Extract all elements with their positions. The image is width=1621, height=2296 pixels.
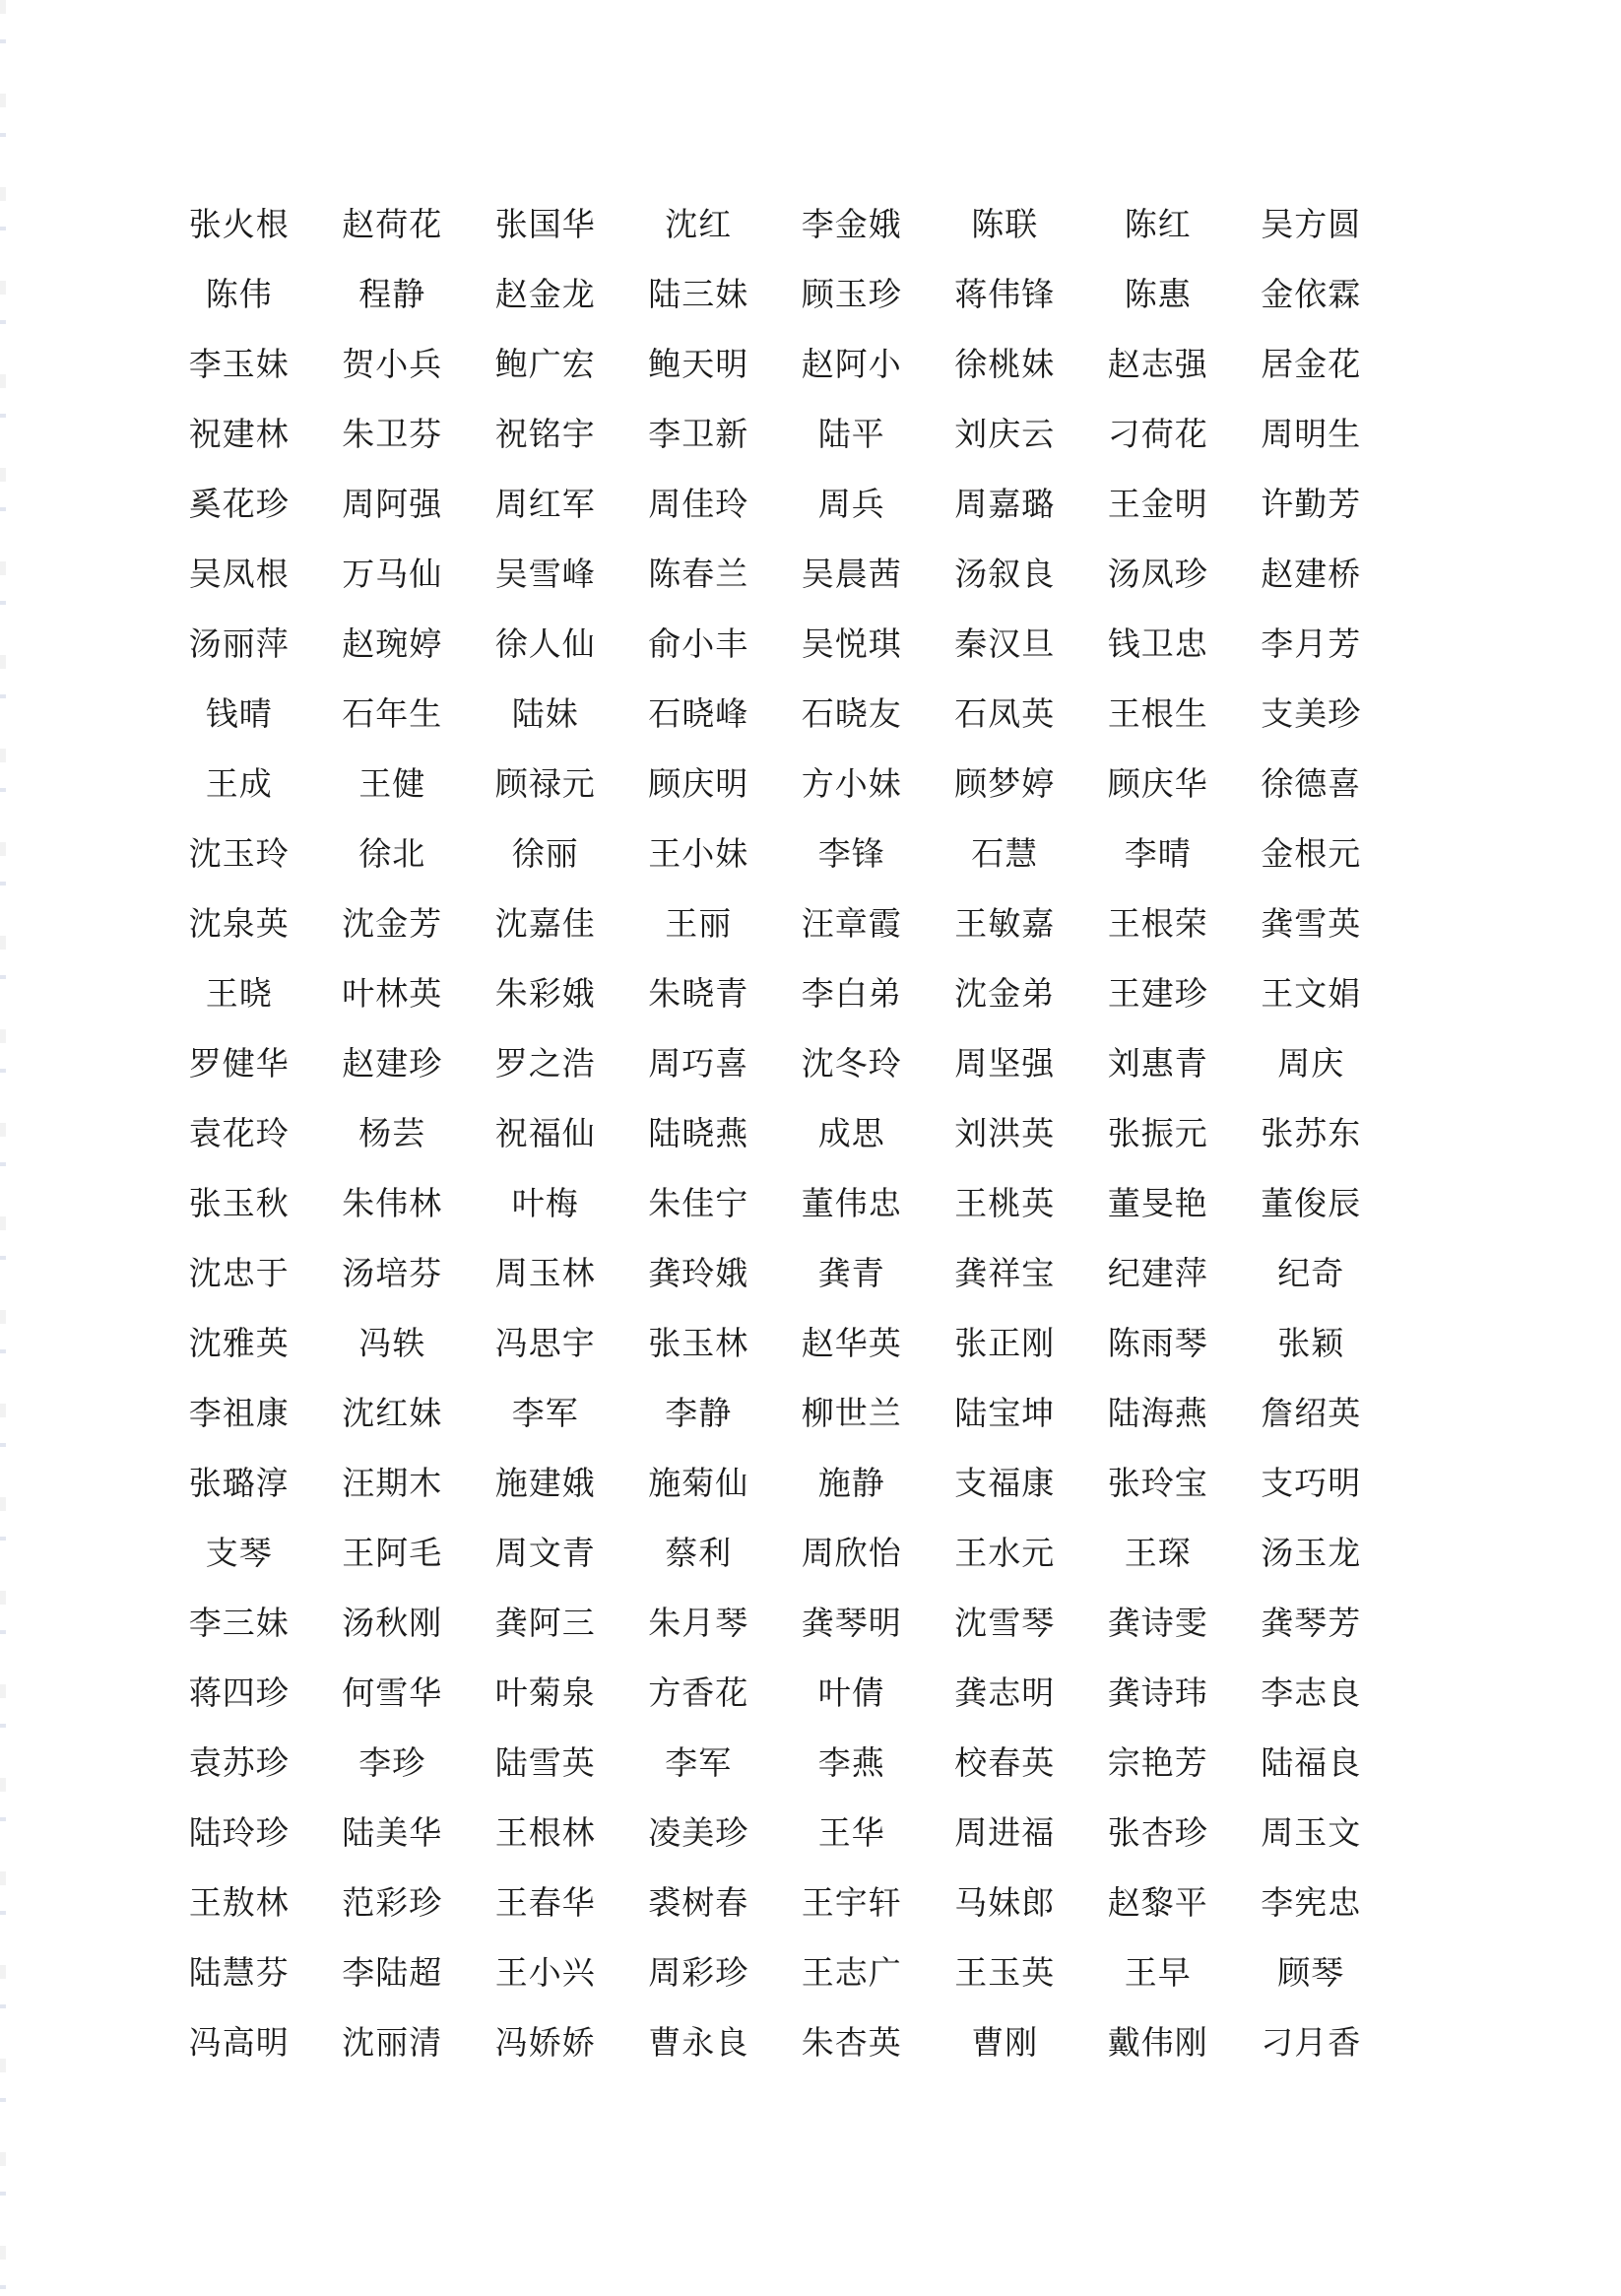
name-row	[162, 888, 1388, 958]
name-cell: 李白弟	[801, 973, 902, 1013]
name-cell: 张国华	[494, 204, 596, 243]
name-cell: 王文娟	[1261, 973, 1362, 1013]
name-cell: 赵荷花	[342, 204, 443, 243]
name-cell: 徐桃妹	[954, 344, 1056, 383]
name-cell: 朱卫芬	[342, 414, 443, 453]
name-cell: 顾禄元	[494, 763, 596, 803]
name-cell: 周嘉璐	[954, 484, 1056, 523]
name-cell: 周文青	[494, 1533, 596, 1572]
name-cell: 王小兴	[494, 1952, 596, 1992]
name-cell: 刘洪英	[954, 1113, 1056, 1152]
name-cell: 支巧明	[1261, 1463, 1362, 1502]
name-cell: 张杏珍	[1107, 1812, 1208, 1852]
name-cell: 陈雨琴	[1107, 1323, 1208, 1362]
name-row	[162, 749, 1388, 819]
name-cell: 方小妹	[801, 763, 902, 803]
name-cell: 李锋	[817, 833, 885, 873]
name-cell: 王晓	[205, 973, 273, 1013]
name-cell: 鲍广宏	[494, 344, 596, 383]
name-cell: 石晓峰	[648, 693, 749, 733]
name-cell: 居金花	[1261, 344, 1362, 383]
name-cell: 施建娥	[494, 1463, 596, 1502]
name-cell: 蔡利	[665, 1533, 733, 1572]
name-cell: 王水元	[954, 1533, 1056, 1572]
name-row	[162, 1308, 1388, 1378]
name-cell: 周彩珍	[648, 1952, 749, 1992]
name-cell: 赵黎平	[1107, 1882, 1208, 1922]
name-row	[162, 1518, 1388, 1588]
name-cell: 周兵	[817, 484, 885, 523]
name-cell: 钱晴	[205, 693, 273, 733]
name-cell: 汤叙良	[954, 554, 1056, 593]
name-cell: 纪奇	[1277, 1253, 1345, 1292]
name-row	[162, 1448, 1388, 1518]
name-cell: 龚志明	[954, 1673, 1056, 1712]
name-cell: 吴雪峰	[494, 554, 596, 593]
name-cell: 冯轶	[358, 1323, 426, 1362]
name-cell: 范彩珍	[342, 1882, 443, 1922]
name-cell: 赵琬婷	[342, 623, 443, 663]
name-cell: 陈春兰	[648, 554, 749, 593]
name-cell: 朱佳宁	[648, 1183, 749, 1222]
name-cell: 裘树春	[648, 1882, 749, 1922]
name-cell: 王志广	[801, 1952, 902, 1992]
name-cell: 石晓友	[801, 693, 902, 733]
name-cell: 李月芳	[1261, 623, 1362, 663]
name-cell: 蒋伟锋	[954, 274, 1056, 313]
name-cell: 吴凤根	[188, 554, 290, 593]
name-cell: 王成	[205, 763, 273, 803]
name-cell: 鲍天明	[648, 344, 749, 383]
name-cell: 龚青	[817, 1253, 885, 1292]
name-cell: 陆晓燕	[648, 1113, 749, 1152]
name-cell: 冯娇娇	[494, 2022, 596, 2062]
name-cell: 赵金龙	[494, 274, 596, 313]
name-cell: 王桃英	[954, 1183, 1056, 1222]
name-cell: 何雪华	[342, 1673, 443, 1712]
name-cell: 王根荣	[1107, 903, 1208, 943]
name-cell: 王早	[1124, 1952, 1192, 1992]
name-cell: 陈惠	[1124, 274, 1192, 313]
name-cell: 王根林	[494, 1812, 596, 1852]
name-row	[162, 1728, 1388, 1798]
name-cell: 罗之浩	[494, 1043, 596, 1082]
name-cell: 金根元	[1261, 833, 1362, 873]
name-cell: 马妹郎	[954, 1882, 1056, 1922]
name-cell: 陆平	[817, 414, 885, 453]
name-row	[162, 399, 1388, 469]
name-cell: 周玉林	[494, 1253, 596, 1292]
name-row	[162, 679, 1388, 749]
name-row	[162, 329, 1388, 399]
name-cell: 周红军	[494, 484, 596, 523]
name-cell: 吴方圆	[1261, 204, 1362, 243]
name-cell: 王阿毛	[342, 1533, 443, 1572]
name-cell: 李军	[511, 1393, 579, 1432]
name-cell: 陈红	[1124, 204, 1192, 243]
name-cell: 刁月香	[1261, 2022, 1362, 2062]
name-cell: 周进福	[954, 1812, 1056, 1852]
name-cell: 施菊仙	[648, 1463, 749, 1502]
name-cell: 许勤芳	[1261, 484, 1362, 523]
name-cell: 陆雪英	[494, 1742, 596, 1782]
name-cell: 袁花玲	[188, 1113, 290, 1152]
name-cell: 陆妹	[511, 693, 579, 733]
name-cell: 李玉妹	[188, 344, 290, 383]
name-cell: 王建珍	[1107, 973, 1208, 1013]
name-cell: 支福康	[954, 1463, 1056, 1502]
name-cell: 董旻艳	[1107, 1183, 1208, 1222]
name-cell: 陈联	[971, 204, 1039, 243]
name-cell: 李祖康	[188, 1393, 290, 1432]
name-cell: 沈金芳	[342, 903, 443, 943]
name-cell: 奚花珍	[188, 484, 290, 523]
name-cell: 沈玉玲	[188, 833, 290, 873]
name-row	[162, 1868, 1388, 1937]
name-cell: 汪期木	[342, 1463, 443, 1502]
name-row	[162, 1588, 1388, 1658]
name-cell: 周玉文	[1261, 1812, 1362, 1852]
name-cell: 冯思宇	[494, 1323, 596, 1362]
name-cell: 李晴	[1124, 833, 1192, 873]
name-cell: 李军	[665, 1742, 733, 1782]
name-cell: 祝铭宇	[494, 414, 596, 453]
name-cell: 叶菊泉	[494, 1673, 596, 1712]
name-cell: 朱伟林	[342, 1183, 443, 1222]
name-cell: 袁苏珍	[188, 1742, 290, 1782]
name-cell: 龚诗玮	[1107, 1673, 1208, 1712]
name-cell: 张振元	[1107, 1113, 1208, 1152]
name-cell: 张火根	[188, 204, 290, 243]
name-cell: 汤秋刚	[342, 1603, 443, 1642]
name-cell: 沈红妹	[342, 1393, 443, 1432]
name-row	[162, 1937, 1388, 2007]
name-cell: 王丽	[665, 903, 733, 943]
name-cell: 沈泉英	[188, 903, 290, 943]
name-cell: 周明生	[1261, 414, 1362, 453]
name-cell: 张苏东	[1261, 1113, 1362, 1152]
name-cell: 周庆	[1277, 1043, 1345, 1082]
name-cell: 赵志强	[1107, 344, 1208, 383]
name-cell: 张玲宝	[1107, 1463, 1208, 1502]
name-cell: 石年生	[342, 693, 443, 733]
name-cell: 龚诗雯	[1107, 1603, 1208, 1642]
name-cell: 徐北	[358, 833, 426, 873]
name-row	[162, 819, 1388, 888]
name-cell: 万马仙	[342, 554, 443, 593]
name-row	[162, 189, 1388, 259]
name-cell: 龚阿三	[494, 1603, 596, 1642]
name-cell: 冯高明	[188, 2022, 290, 2062]
name-row	[162, 1378, 1388, 1448]
name-cell: 叶林英	[342, 973, 443, 1013]
name-cell: 沈红	[665, 204, 733, 243]
name-cell: 汤丽萍	[188, 623, 290, 663]
name-cell: 支琴	[205, 1533, 273, 1572]
name-cell: 李三妹	[188, 1603, 290, 1642]
name-cell: 陆海燕	[1107, 1393, 1208, 1432]
name-row	[162, 1098, 1388, 1168]
name-cell: 王华	[817, 1812, 885, 1852]
name-cell: 罗健华	[188, 1043, 290, 1082]
name-cell: 俞小丰	[648, 623, 749, 663]
name-cell: 吴悦琪	[801, 623, 902, 663]
name-cell: 方香花	[648, 1673, 749, 1712]
name-cell: 李珍	[358, 1742, 426, 1782]
name-cell: 沈冬玲	[801, 1043, 902, 1082]
name-row	[162, 1658, 1388, 1728]
name-cell: 李陆超	[342, 1952, 443, 1992]
name-cell: 朱杏英	[801, 2022, 902, 2062]
name-cell: 王春华	[494, 1882, 596, 1922]
name-cell: 顾梦婷	[954, 763, 1056, 803]
name-cell: 王根生	[1107, 693, 1208, 733]
name-row	[162, 1798, 1388, 1868]
name-row	[162, 2007, 1388, 2077]
name-cell: 李宪忠	[1261, 1882, 1362, 1922]
name-row	[162, 609, 1388, 679]
name-row	[162, 1168, 1388, 1238]
name-cell: 石慧	[971, 833, 1039, 873]
name-cell: 陆宝坤	[954, 1393, 1056, 1432]
name-cell: 陆福良	[1261, 1742, 1362, 1782]
name-cell: 董俊辰	[1261, 1183, 1362, 1222]
name-cell: 戴伟刚	[1107, 2022, 1208, 2062]
name-list-table	[162, 189, 1388, 2077]
name-cell: 曹刚	[971, 2022, 1039, 2062]
name-cell: 朱月琴	[648, 1603, 749, 1642]
name-cell: 纪建萍	[1107, 1253, 1208, 1292]
name-cell: 杨芸	[358, 1113, 426, 1152]
name-cell: 金依霖	[1261, 274, 1362, 313]
name-cell: 徐丽	[511, 833, 579, 873]
name-cell: 张璐淳	[188, 1463, 290, 1502]
name-cell: 秦汉旦	[954, 623, 1056, 663]
name-cell: 李静	[665, 1393, 733, 1432]
name-cell: 王宇轩	[801, 1882, 902, 1922]
name-cell: 朱彩娥	[494, 973, 596, 1013]
name-cell: 徐德喜	[1261, 763, 1362, 803]
name-cell: 刘庆云	[954, 414, 1056, 453]
name-cell: 沈嘉佳	[494, 903, 596, 943]
name-row	[162, 469, 1388, 539]
name-cell: 龚雪英	[1261, 903, 1362, 943]
name-cell: 叶梅	[511, 1183, 579, 1222]
name-cell: 赵建桥	[1261, 554, 1362, 593]
name-cell: 陈伟	[205, 274, 273, 313]
name-cell: 詹绍英	[1261, 1393, 1362, 1432]
name-cell: 顾庆华	[1107, 763, 1208, 803]
name-cell: 柳世兰	[801, 1393, 902, 1432]
name-cell: 董伟忠	[801, 1183, 902, 1222]
name-cell: 顾庆明	[648, 763, 749, 803]
name-cell: 校春英	[954, 1742, 1056, 1782]
name-cell: 叶倩	[817, 1673, 885, 1712]
name-cell: 汤培芬	[342, 1253, 443, 1292]
name-cell: 汪章霞	[801, 903, 902, 943]
name-cell: 周阿强	[342, 484, 443, 523]
name-cell: 周巧喜	[648, 1043, 749, 1082]
name-cell: 李志良	[1261, 1673, 1362, 1712]
name-cell: 王玉英	[954, 1952, 1056, 1992]
name-cell: 朱晓青	[648, 973, 749, 1013]
scan-edge-artifact	[0, 0, 6, 2296]
name-cell: 周坚强	[954, 1043, 1056, 1082]
name-cell: 陆美华	[342, 1812, 443, 1852]
name-cell: 陆玲珍	[188, 1812, 290, 1852]
name-cell: 徐人仙	[494, 623, 596, 663]
name-cell: 蒋四珍	[188, 1673, 290, 1712]
name-cell: 汤凤珍	[1107, 554, 1208, 593]
name-row	[162, 1028, 1388, 1098]
name-cell: 龚玲娥	[648, 1253, 749, 1292]
name-cell: 龚琴明	[801, 1603, 902, 1642]
name-cell: 沈金弟	[954, 973, 1056, 1013]
name-cell: 钱卫忠	[1107, 623, 1208, 663]
name-cell: 石凤英	[954, 693, 1056, 733]
name-cell: 沈忠于	[188, 1253, 290, 1292]
name-cell: 刁荷花	[1107, 414, 1208, 453]
name-cell: 吴晨茜	[801, 554, 902, 593]
name-row	[162, 539, 1388, 609]
name-cell: 顾琴	[1277, 1952, 1345, 1992]
name-cell: 宗艳芳	[1107, 1742, 1208, 1782]
name-cell: 凌美珍	[648, 1812, 749, 1852]
name-cell: 龚祥宝	[954, 1253, 1056, 1292]
name-cell: 王健	[358, 763, 426, 803]
name-cell: 李金娥	[801, 204, 902, 243]
name-row	[162, 259, 1388, 329]
name-cell: 贺小兵	[342, 344, 443, 383]
name-cell: 施静	[817, 1463, 885, 1502]
name-cell: 张正刚	[954, 1323, 1056, 1362]
name-cell: 曹永良	[648, 2022, 749, 2062]
name-cell: 王敏嘉	[954, 903, 1056, 943]
name-cell: 汤玉龙	[1261, 1533, 1362, 1572]
name-row	[162, 958, 1388, 1028]
name-cell: 赵华英	[801, 1323, 902, 1362]
name-cell: 周欣怡	[801, 1533, 902, 1572]
name-cell: 沈丽清	[342, 2022, 443, 2062]
name-cell: 王金明	[1107, 484, 1208, 523]
name-cell: 沈雅英	[188, 1323, 290, 1362]
name-cell: 张玉秋	[188, 1183, 290, 1222]
name-cell: 祝福仙	[494, 1113, 596, 1152]
name-cell: 程静	[358, 274, 426, 313]
name-cell: 成思	[817, 1113, 885, 1152]
name-cell: 刘惠青	[1107, 1043, 1208, 1082]
name-cell: 李燕	[817, 1742, 885, 1782]
name-cell: 顾玉珍	[801, 274, 902, 313]
name-cell: 张玉林	[648, 1323, 749, 1362]
name-cell: 王小妹	[648, 833, 749, 873]
name-cell: 王琛	[1124, 1533, 1192, 1572]
name-cell: 沈雪琴	[954, 1603, 1056, 1642]
name-cell: 陆三妹	[648, 274, 749, 313]
name-cell: 支美珍	[1261, 693, 1362, 733]
name-row	[162, 1238, 1388, 1308]
name-cell: 张颖	[1277, 1323, 1345, 1362]
name-cell: 祝建林	[188, 414, 290, 453]
name-cell: 陆慧芬	[188, 1952, 290, 1992]
name-cell: 王敖林	[188, 1882, 290, 1922]
name-cell: 赵阿小	[801, 344, 902, 383]
name-cell: 周佳玲	[648, 484, 749, 523]
name-cell: 龚琴芳	[1261, 1603, 1362, 1642]
name-cell: 赵建珍	[342, 1043, 443, 1082]
name-cell: 李卫新	[648, 414, 749, 453]
